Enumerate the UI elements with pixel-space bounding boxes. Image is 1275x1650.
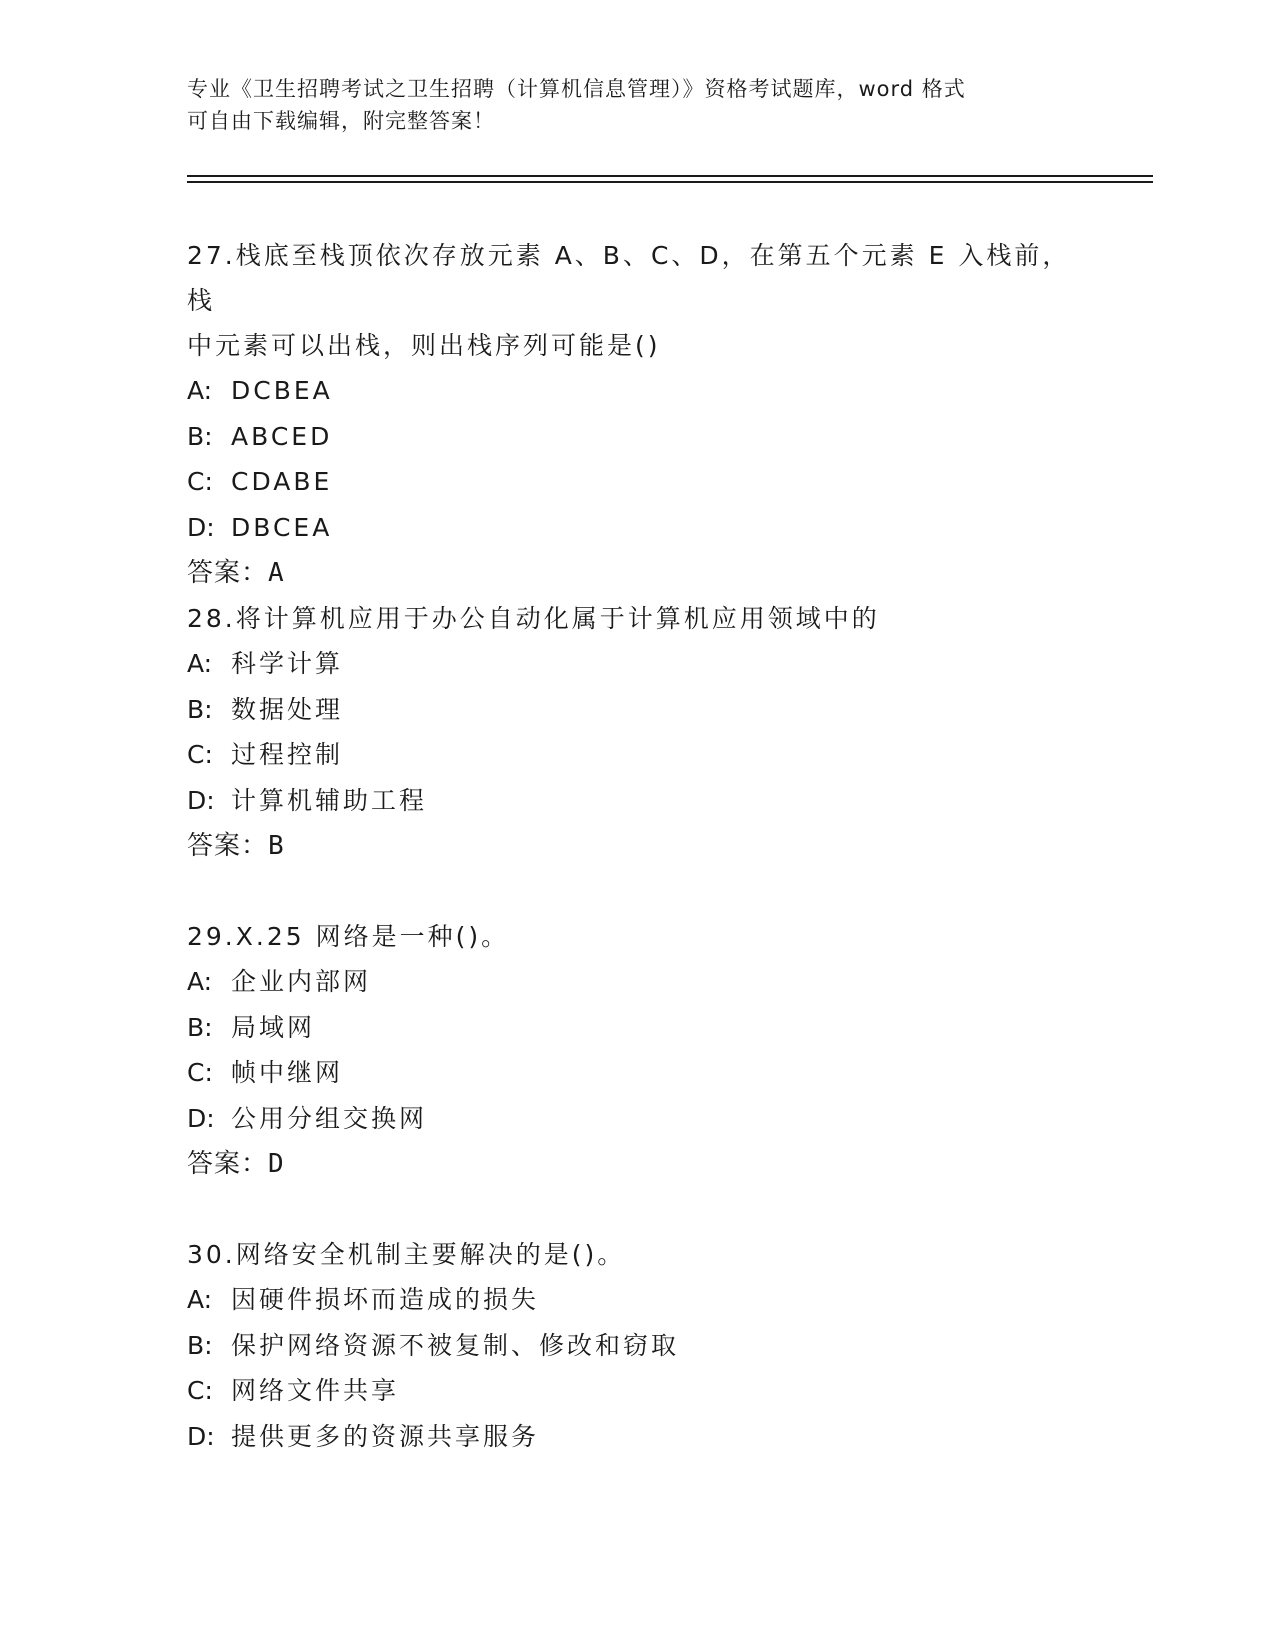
answer-value: A xyxy=(268,558,285,588)
option-label: B: xyxy=(187,694,213,724)
option-b xyxy=(187,1323,1087,1369)
option-text: 公用分组交换网 xyxy=(231,1103,428,1133)
answer-line xyxy=(187,550,1087,596)
option-a xyxy=(187,959,1087,1005)
option-text: 提供更多的资源共享服务 xyxy=(231,1421,540,1451)
option-label: A: xyxy=(187,967,213,996)
question-stem: 30.网络安全机制主要解决的是()。 xyxy=(187,1240,626,1269)
option-b xyxy=(187,414,1087,460)
option-text: 保护网络资源不被复制、修改和窃取 xyxy=(231,1330,680,1360)
option-label: C: xyxy=(187,467,213,496)
option-text: 数据处理 xyxy=(231,694,344,724)
header-line-1: 专业《卫生招聘考试之卫生招聘（计算机信息管理）》资格考试题库，word 格式 xyxy=(187,77,966,101)
question-stem: 29.X.25 网络是一种()。 xyxy=(187,922,510,951)
option-text: DBCEA xyxy=(231,512,333,542)
option-c xyxy=(187,732,1087,778)
header-divider-top xyxy=(187,175,1153,177)
document-header xyxy=(187,73,1087,137)
option-label: A: xyxy=(187,649,213,678)
option-d xyxy=(187,1096,1087,1142)
question-stem xyxy=(187,233,1087,368)
answer-label: 答案： xyxy=(187,558,269,588)
option-text: 企业内部网 xyxy=(231,967,372,996)
option-text: 局域网 xyxy=(231,1012,316,1042)
header-divider-bottom xyxy=(187,181,1153,183)
option-text: 网络文件共享 xyxy=(231,1376,400,1405)
answer-line xyxy=(187,823,1087,869)
question-29 xyxy=(187,914,1087,1187)
option-label: A: xyxy=(187,376,213,405)
option-label: C: xyxy=(187,1376,213,1405)
option-text: 因硬件损坏而造成的损失 xyxy=(231,1285,540,1314)
option-label: C: xyxy=(187,740,213,769)
question-27 xyxy=(187,233,1087,596)
option-d xyxy=(187,1414,1087,1460)
option-label: B: xyxy=(187,1012,213,1042)
option-c xyxy=(187,459,1087,505)
question-stem-line-1: 27.栈底至栈顶依次存放元素 A、B、C、D，在第五个元素 E 入栈前，栈 xyxy=(187,241,1071,315)
option-label: C: xyxy=(187,1058,213,1087)
option-label: B: xyxy=(187,421,213,451)
answer-line xyxy=(187,1141,1087,1187)
option-a xyxy=(187,641,1087,687)
option-b xyxy=(187,1005,1087,1051)
answer-label: 答案： xyxy=(187,1149,269,1179)
question-28 xyxy=(187,596,1087,869)
option-text: 帧中继网 xyxy=(231,1058,344,1087)
question-stem: 28.将计算机应用于办公自动化属于计算机应用领域中的 xyxy=(187,604,880,633)
option-label: D: xyxy=(187,1421,215,1451)
answer-label: 答案： xyxy=(187,831,269,861)
option-label: D: xyxy=(187,785,215,815)
option-label: D: xyxy=(187,1103,215,1133)
option-label: B: xyxy=(187,1330,213,1360)
header-line-2: 可自由下载编辑，附完整答案！ xyxy=(187,109,495,133)
option-d xyxy=(187,505,1087,551)
option-a xyxy=(187,368,1087,414)
option-text: 科学计算 xyxy=(231,649,344,678)
option-a xyxy=(187,1277,1087,1323)
option-label: D: xyxy=(187,512,215,542)
option-text: 计算机辅助工程 xyxy=(231,785,428,815)
option-text: DCBEA xyxy=(231,376,333,405)
option-text: 过程控制 xyxy=(231,740,344,769)
question-30 xyxy=(187,1232,1087,1459)
option-c xyxy=(187,1050,1087,1096)
option-b xyxy=(187,687,1087,733)
option-c xyxy=(187,1368,1087,1414)
answer-value: D xyxy=(268,1149,285,1179)
question-stem-line-2: 中元素可以出栈，则出栈序列可能是() xyxy=(187,331,661,360)
option-label: A: xyxy=(187,1285,213,1314)
option-text: ABCED xyxy=(231,421,333,451)
option-d xyxy=(187,778,1087,824)
option-text: CDABE xyxy=(231,467,333,496)
answer-value: B xyxy=(268,831,285,861)
